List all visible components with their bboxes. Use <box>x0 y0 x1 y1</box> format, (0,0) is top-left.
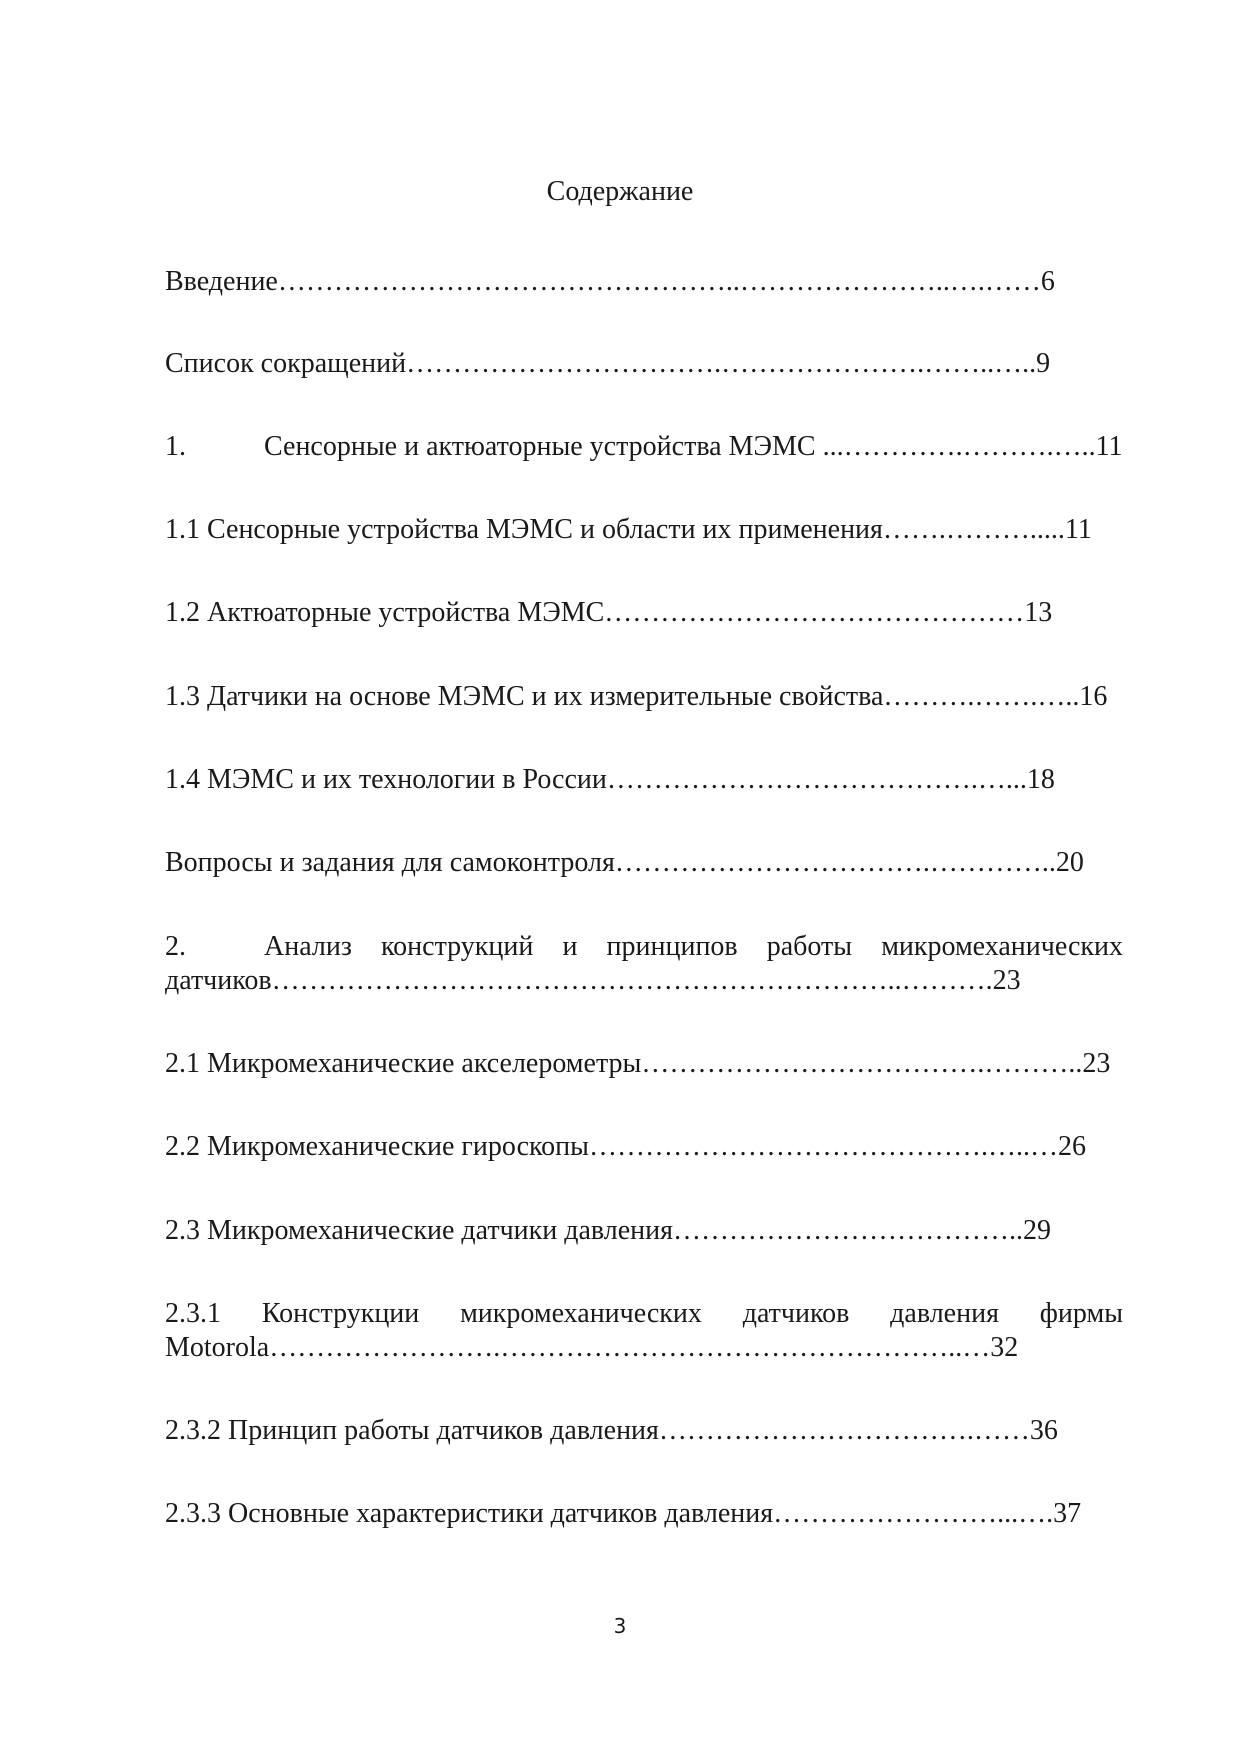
toc-entry-2-3 <box>165 1214 1123 1248</box>
toc-entry-text: 1.3 Датчики на основе МЭМС и их измерительные свойства……….…….…..16 <box>165 681 1108 712</box>
toc-entry-text: Введение…………………………………………..…………………..….……6 <box>165 266 1055 297</box>
toc-entry-text: 1.4 МЭМС и их технологии в России………………………………….…...18 <box>165 764 1055 795</box>
toc-entry-text: Анализ конструкций и принципов работы микромеханических <box>264 931 1123 962</box>
toc-entry-text: 2.3.3 Основные характеристики датчиков давления……………………...….37 <box>165 1498 1082 1529</box>
toc-entry-chapter-1 <box>165 430 1123 464</box>
toc-entry-text: 2.3 Микромеханические датчики давления………………………………..29 <box>165 1215 1052 1246</box>
toc-entry-2-3-1 <box>165 1297 1123 1365</box>
toc-entry-line-2: Motorola…………………….…………………………………………..…32 <box>165 1332 1019 1363</box>
toc-entry-2-2 <box>165 1130 1123 1164</box>
toc-entry-2-3-2 <box>165 1414 1123 1448</box>
toc-entry-abbreviations <box>165 347 1123 381</box>
toc-entry-introduction <box>165 265 1123 299</box>
toc-entry-text: Вопросы и задания для самоконтроля…………………………….…………..20 <box>165 847 1084 878</box>
toc-entry-line-2: датчиков…………………………………………………………..……….23 <box>165 965 1021 996</box>
toc-entry-2-1 <box>165 1047 1123 1081</box>
toc-entry-text: 1.1 Сенсорные устройства МЭМС и области их применения…….……….....11 <box>165 514 1092 545</box>
toc-entry-text: 2.3.2 Принцип работы датчиков давления…………………………….……36 <box>165 1415 1058 1446</box>
page-number: 3 <box>613 1614 627 1638</box>
toc-entry-1-4 <box>165 763 1123 797</box>
page-title: Содержание <box>546 176 694 207</box>
toc-entry-line-1: 2.3.1 Конструкции микромеханических датчиков давления фирмы <box>165 1298 1123 1329</box>
toc-entry-1-1 <box>165 513 1123 547</box>
toc-entry-1-3 <box>165 680 1123 714</box>
toc-entry-1-2 <box>165 596 1123 630</box>
toc-entry-number: 1. <box>165 431 186 462</box>
toc-entry-line-1 <box>165 930 1123 964</box>
toc-entry-text: Сенсорные и актюаторные устройства МЭМС ...………….……….…..11 <box>264 431 1123 462</box>
toc-entry-chapter-2 <box>165 930 1123 998</box>
toc-entry-self-control <box>165 846 1123 880</box>
toc-entry-text: 2.1 Микромеханические акселерометры……………………………….………..23 <box>165 1048 1111 1079</box>
toc-entry-text: 1.2 Актюаторные устройства МЭМС………………………………………13 <box>165 597 1053 628</box>
toc-entry-2-3-3 <box>165 1497 1123 1531</box>
toc-entry-number: 2. <box>165 931 186 962</box>
toc-entry-text: 2.2 Микромеханические гироскопы…………………………………….…..…26 <box>165 1131 1086 1162</box>
toc-entry-text: Список сокращений…………………………….………………….……..…..9 <box>165 348 1051 379</box>
